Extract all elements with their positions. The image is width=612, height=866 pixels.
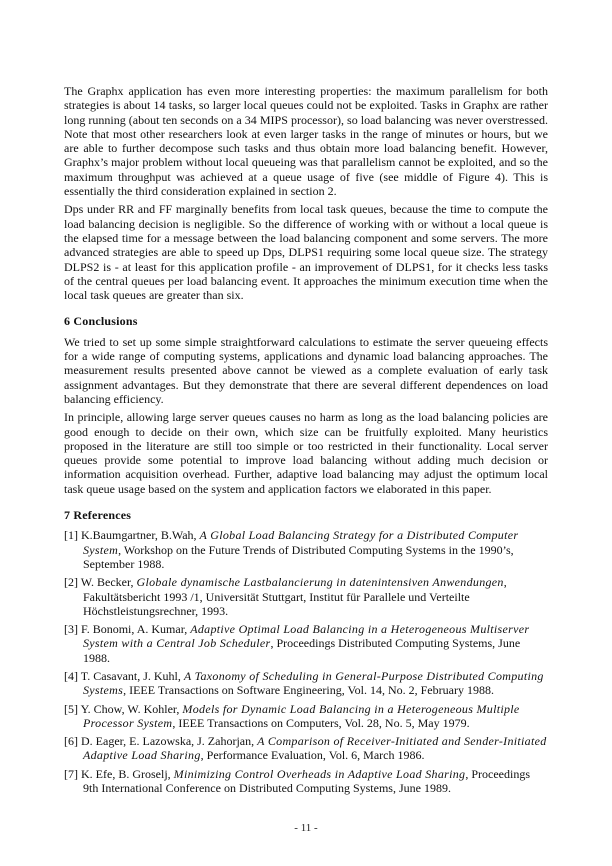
reference-source: , Fakultätsbericht 1993 /1, Universität Stuttgart, Institut für Parallele und Verteilte Höchstleistungsrechner, 1993.: [83, 575, 507, 618]
reference-number: [2]: [64, 575, 78, 590]
reference-title: A Global Load Balancing Strategy for a Distributed Computer System: [83, 528, 519, 557]
reference-authors: T. Casavant, J. Kuhl,: [80, 668, 184, 683]
page-number: - 11 -: [294, 822, 318, 834]
paragraph-conclusions-2: In principle, allowing large server queues causes no harm as long as the load balancing policies are good enough to decide on their own, which size can be fruitfully exploited. Many heuristics proposed in the literature are still too simple or too restricted in their functionality. Local server queues provide some potential to improve load balancing without adding much decision or information acquisition overhead. Further, adaptive load balancing may adjust the optimum local task queue usage based on the system and application factors we elaborated in this paper.: [64, 410, 548, 496]
reference-number: [1]: [64, 528, 78, 543]
reference-number: [7]: [64, 766, 78, 781]
reference-number: [3]: [64, 622, 78, 637]
reference-authors: D. Eager, E. Lazowska, J. Zahorjan,: [81, 734, 258, 749]
reference-item: [64, 575, 548, 618]
reference-item: [64, 528, 548, 571]
paragraph-conclusions-1: We tried to set up some simple straightforward calculations to estimate the server queueing effects for a wide range of computing systems, applications and dynamic load balancing approaches. The measurement results presented above cannot be viewed as a complete evaluation of early task assignment advantages. But they demonstrate that there are several different dependences on load balancing efficiency.: [64, 334, 548, 406]
reference-source: , IEEE Transactions on Software Engineering, Vol. 14, No. 2, February 1988.: [123, 683, 494, 698]
reference-authors: W. Becker,: [80, 575, 137, 590]
reference-number: [6]: [64, 734, 78, 749]
reference-authors: K.Baumgartner, B.Wah,: [81, 528, 200, 543]
reference-number: [5]: [64, 701, 78, 716]
reference-number: [4]: [64, 668, 78, 683]
page-body: [64, 84, 548, 799]
reference-source: , Proceedings Distributed Computing Systems, June 1988.: [83, 636, 521, 665]
reference-item: [64, 702, 548, 731]
reference-title: A Taxonomy of Scheduling in General-Purpose Distributed Computing Systems: [83, 668, 544, 698]
reference-title: Adaptive Optimal Load Balancing in a Heterogeneous Multiserver System with a Central Job Scheduler: [83, 622, 530, 651]
reference-source: , Proceedings 9th International Conference on Distributed Computing Systems, June 1989.: [83, 766, 530, 796]
reference-item: [64, 734, 548, 763]
reference-title: A Comparison of Receiver-Initiated and Sender-Initiated Adaptive Load Sharing: [83, 734, 547, 763]
reference-source: , Performance Evaluation, Vol. 6, March 1986.: [200, 748, 425, 763]
reference-title: Minimizing Control Overheads in Adaptive Load Sharing: [173, 766, 466, 781]
reference-authors: Y. Chow, W. Kohler,: [80, 701, 183, 716]
paragraph-graphx: The Graphx application has even more interesting properties: the maximum parallelism for both strategies is about 14 tasks, so larger local queues could not be exploited. Tasks in Graphx are rather long running (about ten seconds on a 34 MIPS processor), so load balancing was never overstressed. Note that most other researchers look at even larger tasks in the range of minutes or hours, but we are able to further decompose such tasks and thus obtain more load balancing benefit. However, Graphx’s major problem without local queueing was that parallelism cannot be exploited, and so the maximum throughput was achieved at a queue usage of five (see middle of Figure 4). This is essentially the third consideration explained in section 2.: [64, 84, 548, 199]
reference-source: , IEEE Transactions on Computers, Vol. 28, No. 5, May 1979.: [172, 715, 470, 730]
reference-authors: K. Efe, B. Groselj,: [81, 766, 174, 781]
reference-authors: F. Bonomi, A. Kumar,: [81, 622, 191, 637]
paragraph-dps: Dps under RR and FF marginally benefits from local task queues, because the time to compute the load balancing decision is negligible. So the difference of working with or without a local queue is the elapsed time for a message between the load balancing component and some servers. The more advanced strategies are able to speed up Dps, DLPS1 requiring some local queue size. The strategy DLPS2 is - at least for this application profile - an improvement of DLPS1, for it checks less tasks of the central queues per load balancing event. It approaches the minimum execution time when the local task queues are greater than six.: [64, 202, 548, 303]
reference-item: [64, 767, 548, 796]
reference-item: [64, 669, 548, 698]
reference-title: Models for Dynamic Load Balancing in a Heterogeneous Multiple Processor System: [83, 701, 520, 730]
reference-source: , Workshop on the Future Trends of Distributed Computing Systems in the 1990’s, September 1988.: [83, 542, 514, 571]
reference-title: Globale dynamische Lastbalancierung in datenintensiven Anwendungen: [136, 575, 504, 590]
section-heading-references: 7 References: [64, 508, 132, 523]
reference-item: [64, 622, 548, 665]
section-heading-conclusions: 6 Conclusions: [64, 314, 138, 329]
reference-list: [64, 528, 548, 795]
